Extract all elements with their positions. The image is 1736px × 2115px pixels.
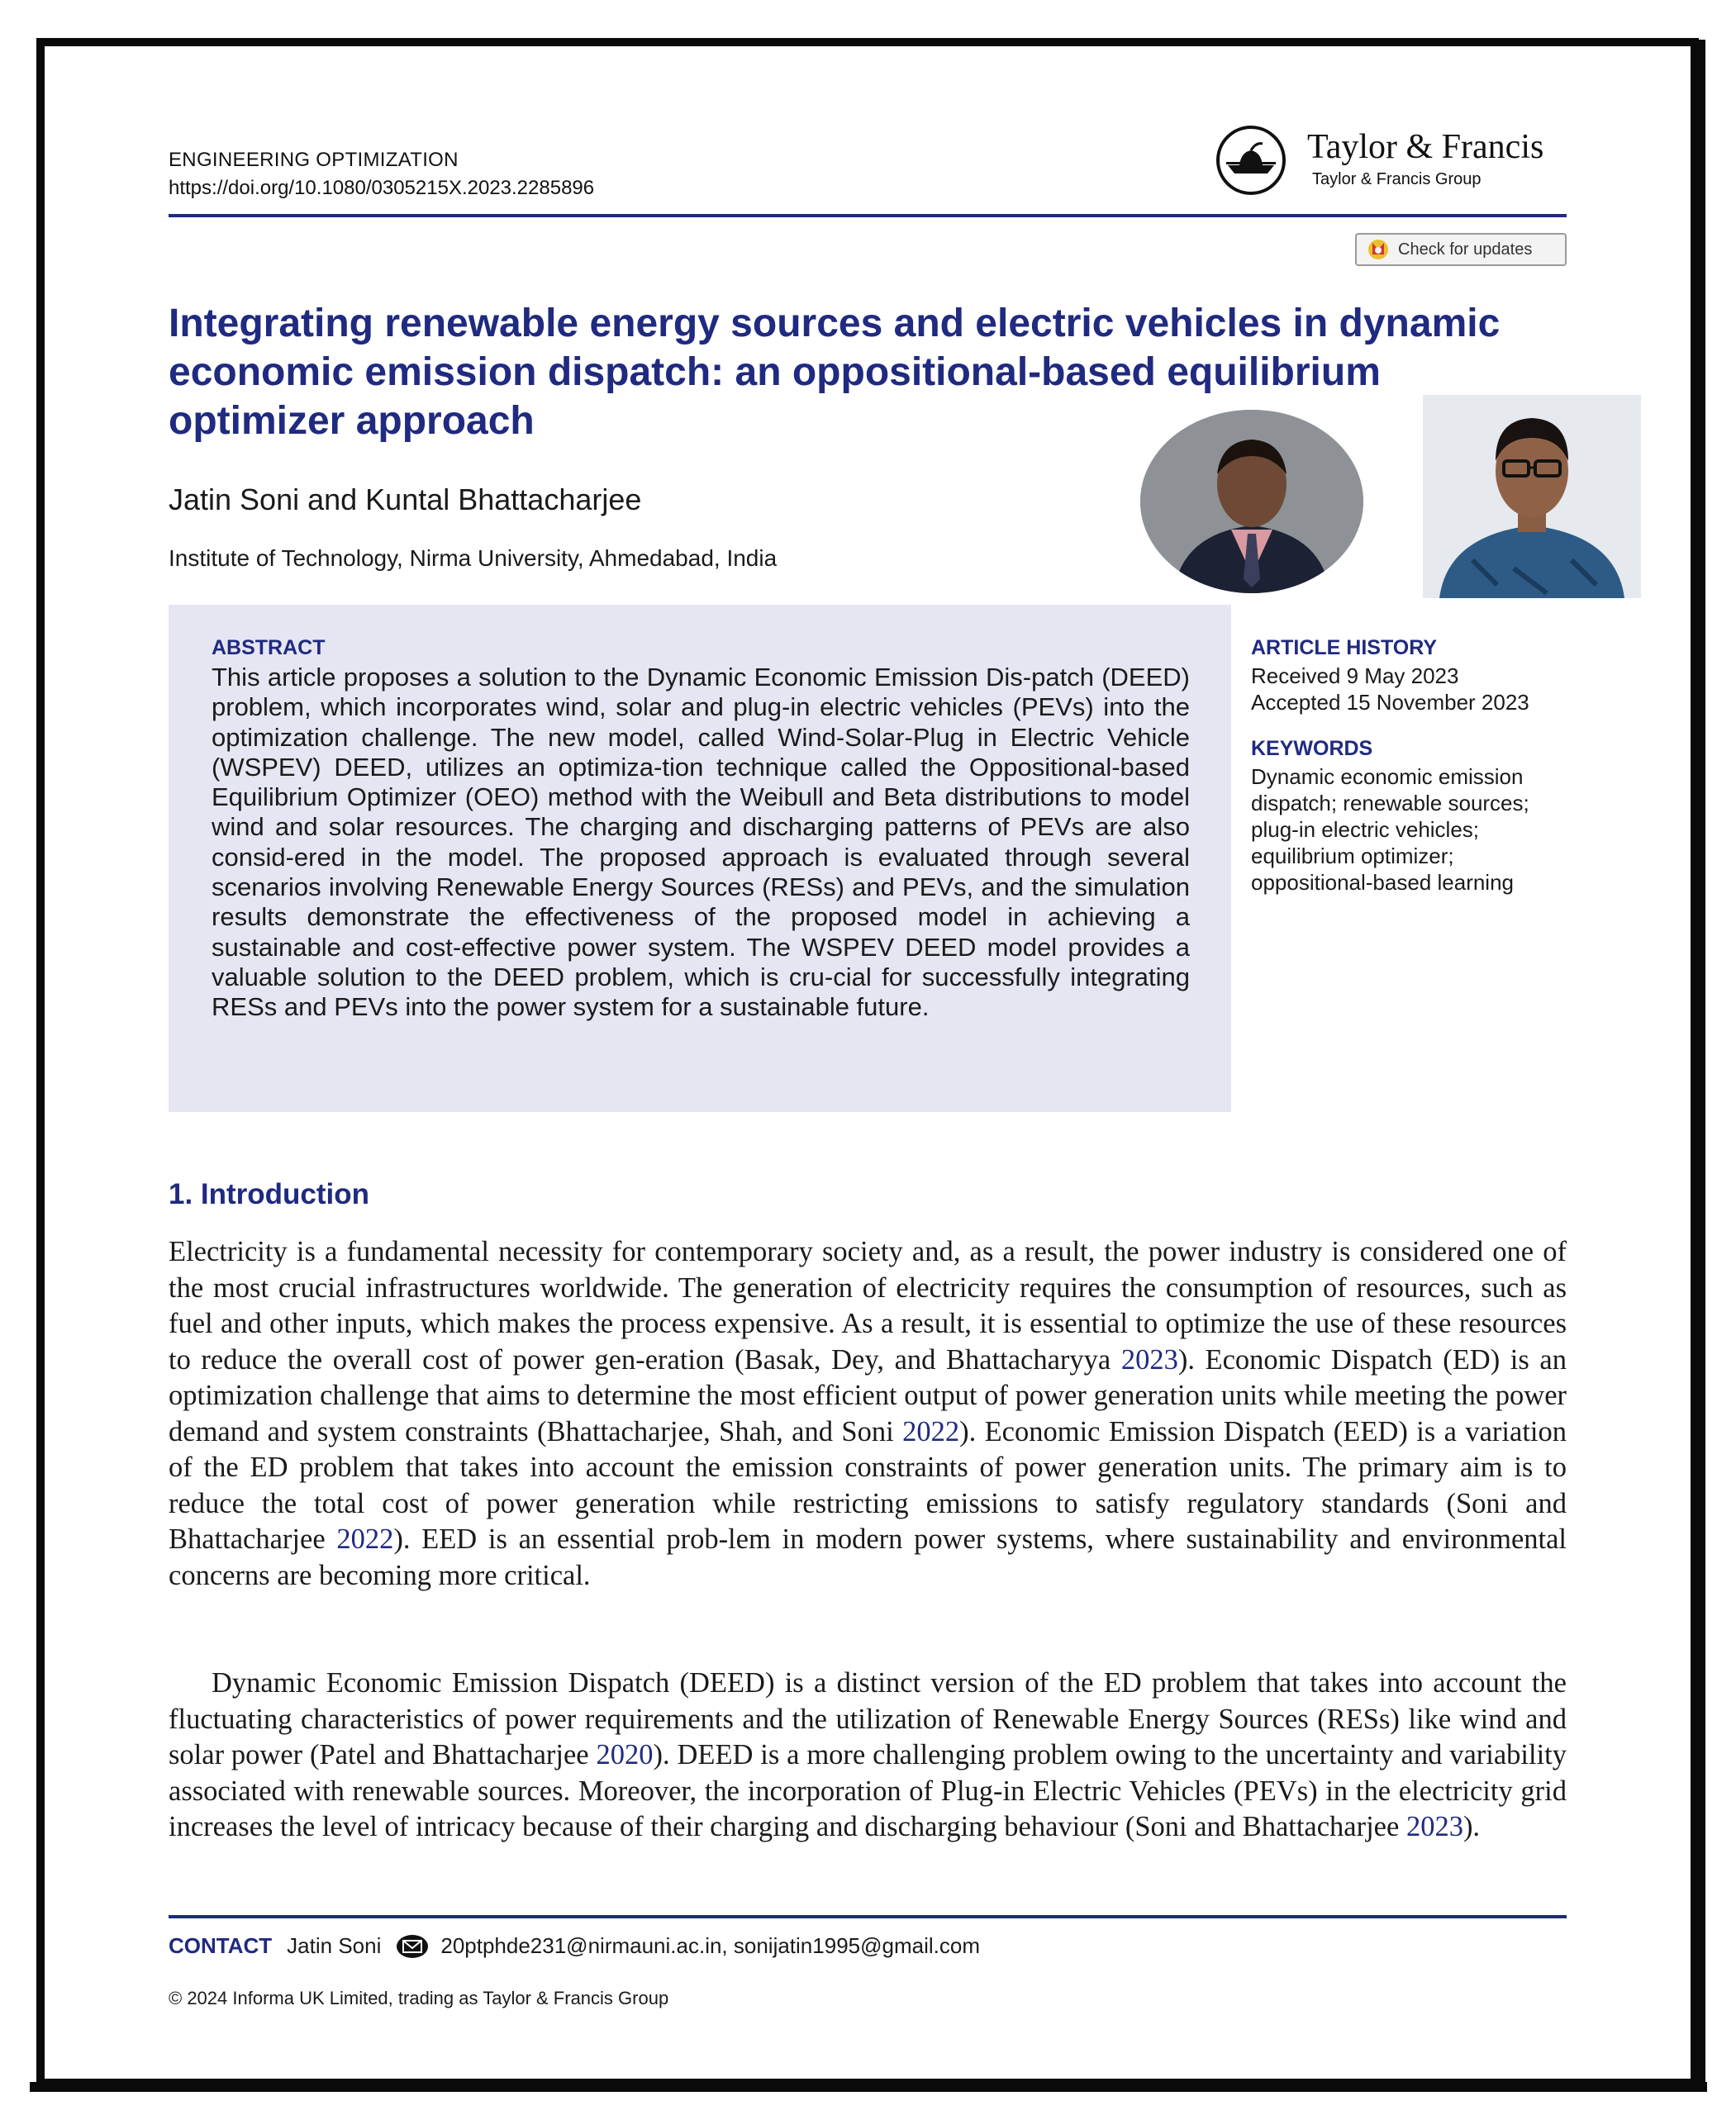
citation-link[interactable]: 2023 bbox=[1120, 1343, 1178, 1376]
keyword-line: oppositional-based learning bbox=[1251, 870, 1515, 895]
intro-paragraph-1: Electricity is a fundamental necessity for contemporary society and, as a result, the power industry is considered one of the most crucial infrastructures worldwide. The generation of electricity requires the consumption of resources, such as fuel and other inputs, which makes the process expensive. As a result, it is essential to optimize the use of these resources to reduce the overall cost of power gen-eration (Basak, Dey, and Bhattacharyya 2023). Economic Dispatch (ED) is an optimization challenge that aims to determine the most efficient output of power generation units while meeting the power demand and system constraints (Bhattacharjee, Shah, and Soni 2022). Economic Emission Dispatch (EED) is a variation of the ED problem that takes into account the emission constraints of power generation units. The primary aim is to reduce the total cost of power generation while restricting emissions to satisfy regulatory standards (Soni and Bhattacharjee 2022). EED is an essential prob-lem in modern power systems, where sustainability and environmental concerns are becoming more critical. bbox=[169, 1236, 1567, 1591]
abstract-text: This article proposes a solution to the Dynamic Economic Emission Dis-patch (DEED) problem, which incorporates wind, solar and plug-in electric vehicles (PEVs) into the optimization challenge. The new model, called Wind-Solar-Plug in Electric Vehicle (WSPEV) DEED, utilizes an optimiza-tion technique called the Oppositional-based Equilibrium Optimizer (OEO) method with the Weibull and Beta distributions to model wind and solar resources. The charging and discharging patterns of PEVs are also consid-ered in the model. The proposed approach is evaluated through several scenarios involving Renewable Energy Sources (RESs) and PEVs, and the simulation results demonstrate the effectiveness of the proposed model in achieving a sustainable and cost-effective power system. The WSPEV DEED model provides a valuable solution to the DEED problem, which is cru-cial for successfully integrating RESs and PEVs into the power system for a sustainable future. bbox=[212, 663, 1190, 1022]
footer-rule bbox=[169, 1915, 1567, 1918]
affiliation: Institute of Technology, Nirma University, Ahmedabad, India bbox=[169, 545, 778, 571]
keyword-line: equilibrium optimizer; bbox=[1251, 844, 1454, 868]
contact-emails[interactable]: 20ptphde231@nirmauni.ac.in, sonijatin1995@gmail.com bbox=[440, 1933, 980, 1958]
intro-paragraph-2: Dynamic Economic Emission Dispatch (DEED) is a distinct version of the ED problem that takes into account the fluctuating characteristics of power requirements and the utilization of Renewable Energy Sources (RESs) like wind and solar power (Patel and Bhattacharjee 2020). DEED is a more challenging problem owing to the uncertainty and variability associated with renewable sources. Moreover, the incorporation of Plug-in Electric Vehicles (PEVs) in the electricity grid increases the level of intricacy because of their charging and discharging behaviour (Soni and Bhattacharjee 2023). bbox=[169, 1667, 1567, 1842]
keyword-line: Dynamic economic emission bbox=[1251, 764, 1524, 789]
publisher-group: Taylor & Francis Group bbox=[1312, 170, 1482, 188]
accepted-date: Accepted 15 November 2023 bbox=[1251, 690, 1529, 715]
article-title: Integrating renewable energy sources and electric vehicles in dynamic economic emission dispatch: an oppositional-based equilibrium optimizer approach bbox=[169, 302, 1501, 443]
abstract-heading: ABSTRACT bbox=[212, 636, 326, 659]
citation-link[interactable]: 2022 bbox=[336, 1523, 394, 1555]
frame-shadow-bottom bbox=[30, 2082, 1707, 2092]
contact-line bbox=[169, 1933, 980, 1959]
keyword-line: plug-in electric vehicles; bbox=[1251, 817, 1480, 842]
author-photo-1 bbox=[1140, 410, 1363, 593]
citation-link[interactable]: 2023 bbox=[1405, 1811, 1463, 1842]
check-for-updates-label: Check for updates bbox=[1398, 240, 1533, 259]
keywords-heading: KEYWORDS bbox=[1251, 737, 1373, 760]
taylor-francis-logo-icon bbox=[1215, 124, 1287, 197]
crossmark-icon bbox=[1367, 238, 1390, 261]
header-rule bbox=[169, 214, 1567, 217]
received-date: Received 9 May 2023 bbox=[1251, 663, 1459, 688]
section-heading-introduction: 1. Introduction bbox=[169, 1178, 370, 1210]
authors: Jatin Soni and Kuntal Bhattacharjee bbox=[169, 482, 642, 516]
frame-shadow-right bbox=[1696, 40, 1705, 2089]
doi-link[interactable]: https://doi.org/10.1080/0305215X.2023.2285896 bbox=[169, 177, 595, 199]
journal-name: ENGINEERING OPTIMIZATION bbox=[169, 149, 459, 171]
citation-link[interactable]: 2020 bbox=[596, 1739, 654, 1770]
keyword-line: dispatch; renewable sources; bbox=[1251, 791, 1529, 815]
contact-name: Jatin Soni bbox=[287, 1933, 382, 1958]
publisher-name: Taylor & Francis bbox=[1307, 128, 1544, 166]
article-history-heading: ARTICLE HISTORY bbox=[1251, 636, 1438, 659]
copyright-notice: © 2024 Informa UK Limited, trading as Taylor & Francis Group bbox=[169, 1988, 669, 2008]
email-icon bbox=[396, 1934, 429, 1959]
citation-link[interactable]: 2022 bbox=[902, 1415, 960, 1447]
check-for-updates-button[interactable] bbox=[1355, 233, 1567, 266]
author-photo-2 bbox=[1423, 395, 1641, 598]
contact-label: CONTACT bbox=[169, 1933, 273, 1958]
